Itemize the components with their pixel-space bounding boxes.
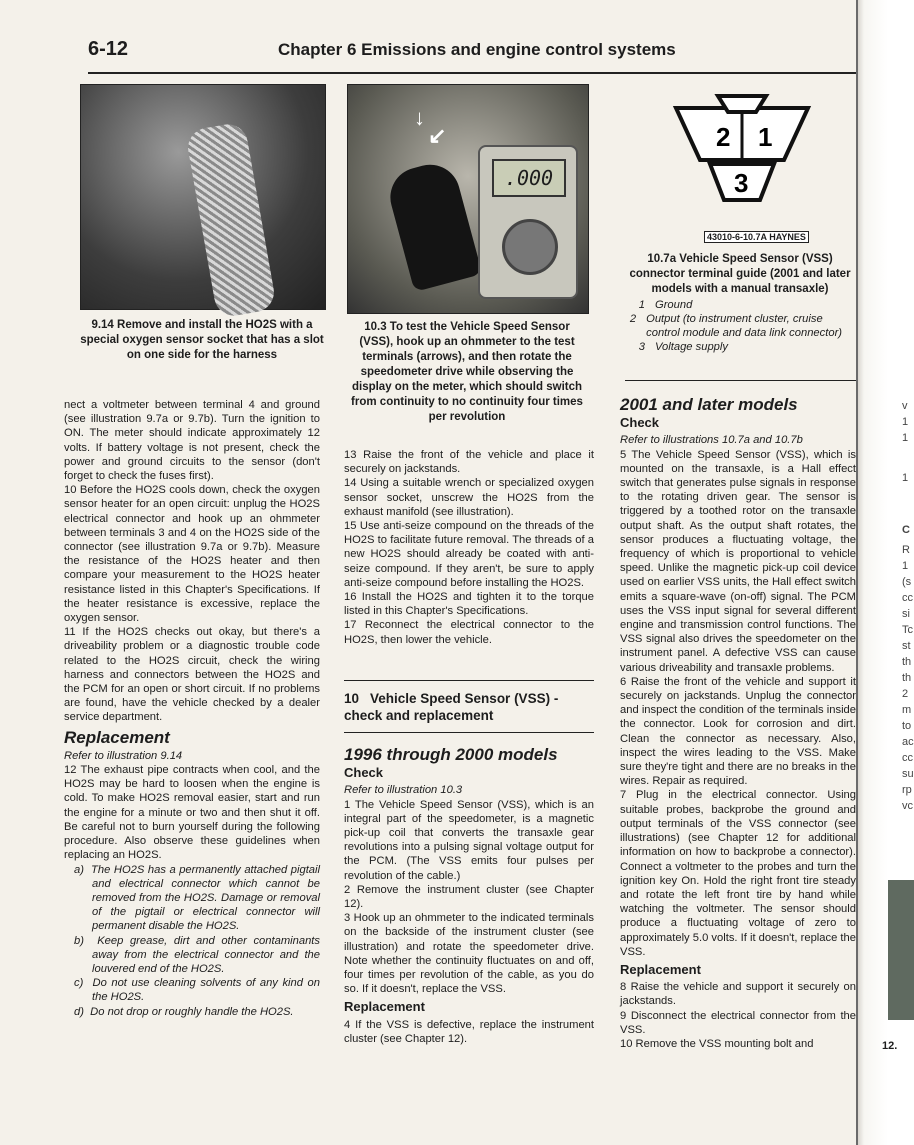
page-number: 6-12 [88,38,129,60]
paragraph: 15 Use anti-seize compound on the threads of the HO2S to facilitate future removal. The threads of a new HO2S should already be coated with anti-seize compound. If they aren't, be sure to apply anti-seize compound before installing the HO2S. [344,520,594,589]
adjacent-photo-fragment [888,880,914,1020]
column-3 [620,392,856,1051]
meter-display: .000 [492,159,566,197]
header-rule [88,72,858,74]
heading-replacement: Replacement [344,999,425,1015]
paragraph: 4 If the VSS is defective, replace the instrument cluster (see Chapter 12). [344,1018,594,1045]
heading-2001-later: 2001 and later models [620,395,798,414]
paragraph: 14 Using a suitable wrench or specialized oxygen sensor socket, unscrew the HO2S from the exhaust manifold (see illustration). [344,477,594,518]
terminal-3-label: 3 [734,168,749,198]
photo-10-3 [347,84,589,314]
hand-shape [384,158,483,292]
legend-item: 2 Output (to instrument cluster, cruise control module and data link connector) [629,313,843,339]
paragraph: 11 If the HO2S checks out okay, but there's a driveability problem or a diagnostic trouble code related to the HO2S circuit, check the wiring harness and connectors between the HO2S and the PCM for an open or short circuit. If no problems are found, have the vehicle checked by a dealer service department. [64,626,320,724]
column-2-bottom [344,742,594,1046]
column-2-top [344,448,594,647]
heading-replacement: Replacement [620,961,701,977]
heading-1996-2000: 1996 through 2000 models [344,745,558,764]
caption-10-7a: 10.7a Vehicle Speed Sensor (VSS) connector terminal guide (2001 and later models with a manual transaxle) [629,253,851,295]
adjacent-page-number: 12. [882,1040,898,1052]
connector-diagram [672,88,812,238]
section-rule-top [344,680,594,681]
arrow-icon: ↓ [414,105,425,130]
diagram-id-label: 43010-6-10.7A HAYNES [704,231,809,243]
paragraph: 16 Install the HO2S and tighten it to the torque listed in this Chapter's Specifications. [344,591,594,618]
paragraph: 10 Remove the VSS mounting bolt and [620,1037,814,1050]
ohmmeter [478,145,578,299]
list-item: a) The HO2S has a permanently attached pigtail and electrical connector which cannot be removed from the HO2S. Damage or removal of the pigtail or electrical connector will permanent disable the HO2S. [74,863,321,933]
illustration-ref: Refer to illustrations 10.7a and 10.7b [620,434,803,447]
paragraph: 3 Hook up an ohmmeter to the indicated terminals on the backside of the instrument cluster (see illustration) and rotate the speedometer drive. Note whether the continuity fluctuates on and off, four times per revolution of the cable, as you do so. If it doesn't, replace the VSS. [344,912,594,996]
legend-rule [625,380,857,381]
paragraph: 13 Raise the front of the vehicle and place it securely on jackstands. [344,449,594,476]
illustration-ref: Refer to illustration 10.3 [344,784,463,797]
diagram-legend [625,298,855,354]
photo-9-14 [80,84,326,310]
heading-check: Check [344,765,384,781]
heading-check: Check [620,415,660,431]
illustration-ref: Refer to illustration 9.14 [64,749,183,762]
adjacent-page-edge: v 1 1 1 C R 1 (s cc si Tc st th th 2 m to ac cc su rp vc 12. [856,0,914,1145]
terminal-1-label: 1 [758,122,773,152]
paragraph: 6 Raise the front of the vehicle and support it securely on jackstands. Unplug the connector and inspect the condition of the terminals inside the connector. Look for corrosion and dirt. Clean the connector as necessary. Also, inspect the wires leading to the VSS. Make sure they're tight and there are no breaks in the wires. Repair as required. [620,675,856,788]
section-10-heading: 10 Vehicle Speed Sensor (VSS) - check and replacement [344,691,559,723]
arrow-icon: ↙ [428,123,447,148]
legend-item: 3 Voltage supply [638,341,728,353]
paragraph: 8 Raise the vehicle and support it securely on jackstands. [620,981,856,1008]
paragraph: 10 Before the HO2S cools down, check the oxygen sensor heater for an open circuit: unplug the HO2S electrical connector and hook up an ohmmeter between terminals 3 and 4 on the HO2S side of the connector (see illustration 9.7a or 9.7b). Measure the resistance of the HO2S heater and then compare your measurement to the HO2S heater resistance listed in this Chapter's Specifications. If the heater resistance is excessive, replace the oxygen sensor. [64,484,320,625]
list-item: b) Keep grease, dirt and other contaminants away from the electrical connector and the louvered end of the HO2S. [74,934,321,975]
terminal-2-label: 2 [716,122,731,152]
exhaust-pipe-shape [185,121,277,319]
paragraph: nect a voltmeter between terminal 4 and ground (see illustration 9.7a or 9.7b). Turn the ignition to ON. The meter should indicate approximately 12 volts. If battery voltage is not present, check the power and ground circuits to the sensor (don't forget to check the fuses first). [64,399,320,483]
list-item: c) Do not use cleaning solvents of any kind on the HO2S. [74,977,321,1004]
paragraph: 9 Disconnect the electrical connector from the VSS. [620,1009,856,1036]
legend-item: 1 Ground [638,299,693,311]
meter-dial [502,219,558,275]
paragraph: 17 Reconnect the electrical connector to the HO2S, then lower the vehicle. [344,619,594,646]
connector-key-shape [718,96,766,112]
section-rule-bottom [344,732,594,733]
heading-replacement: Replacement [64,727,170,747]
list-item: d) Do not drop or roughly handle the HO2S. [74,1005,294,1018]
paragraph: 5 The Vehicle Speed Sensor (VSS), which is mounted on the transaxle, is a Hall effect switch that generates pulse signals in response to the rotating driven gear. The sensor is triggered by a toothed rotor on the transaxle output shaft. As the output shaft rotates, the sensor produces a fluctuating voltage, the frequency of which is proportional to vehicle speed. Unlike the magnetic pick-up coil device used on earlier VSS units, the Hall effect switch emits a square-wave (on-off) signal. The PCM uses the VSS input signal for several different engine and transmission control functions. The VSS signal also drives the speedometer on the instrument panel. A defective VSS can cause various driveability and transaxle problems. [620,448,856,674]
caption-9-14: 9.14 Remove and install the HO2S with a special oxygen sensor socket that has a slot on one side for the harness [80,319,324,361]
paragraph: 12 The exhaust pipe contracts when cool, and the HO2S may be hard to loosen when the engine is cold. To make HO2S removal easier, start and run the engine for a minute or two and then shut it off. Be careful not to burn yourself during the following procedure. Also observe these guidelines when replacing an HO2S. [64,764,320,862]
page-header [88,38,858,68]
paragraph: 7 Plug in the electrical connector. Using suitable probes, backprobe the ground and output terminals of the VSS connector (see illustrations) (see Chapter 12 for additional information on how to backprobe a connector). Connect a voltmeter to the probes and turn the ignition key On. Hold the right front tire steady and rotate the left front tire by hand while watching the voltmeter. The sensor should produce a fluctuating voltage of zero to approximately 5.0 volts. If it doesn't, replace the VSS. [620,789,856,958]
paragraph: 1 The Vehicle Speed Sensor (VSS), which is an integral part of the speedometer, is a magnetic pick-up coil that converts the transaxle gear revolutions into a pulsing signal voltage output for the PCM. (The VSS emits four pulses per revolution of the cable.) [344,798,594,882]
chapter-title: Chapter 6 Emissions and engine control systems [278,40,676,59]
caption-10-3: 10.3 To test the Vehicle Speed Sensor (VSS), hook up an ohmmeter to the test terminals (arrows), and then rotate the speedometer drive while observing the display on the meter, which should switch from continuity to no continuity four times per revolution [351,321,583,423]
column-1 [64,398,320,1019]
paragraph: 2 Remove the instrument cluster (see Chapter 12). [344,883,594,911]
